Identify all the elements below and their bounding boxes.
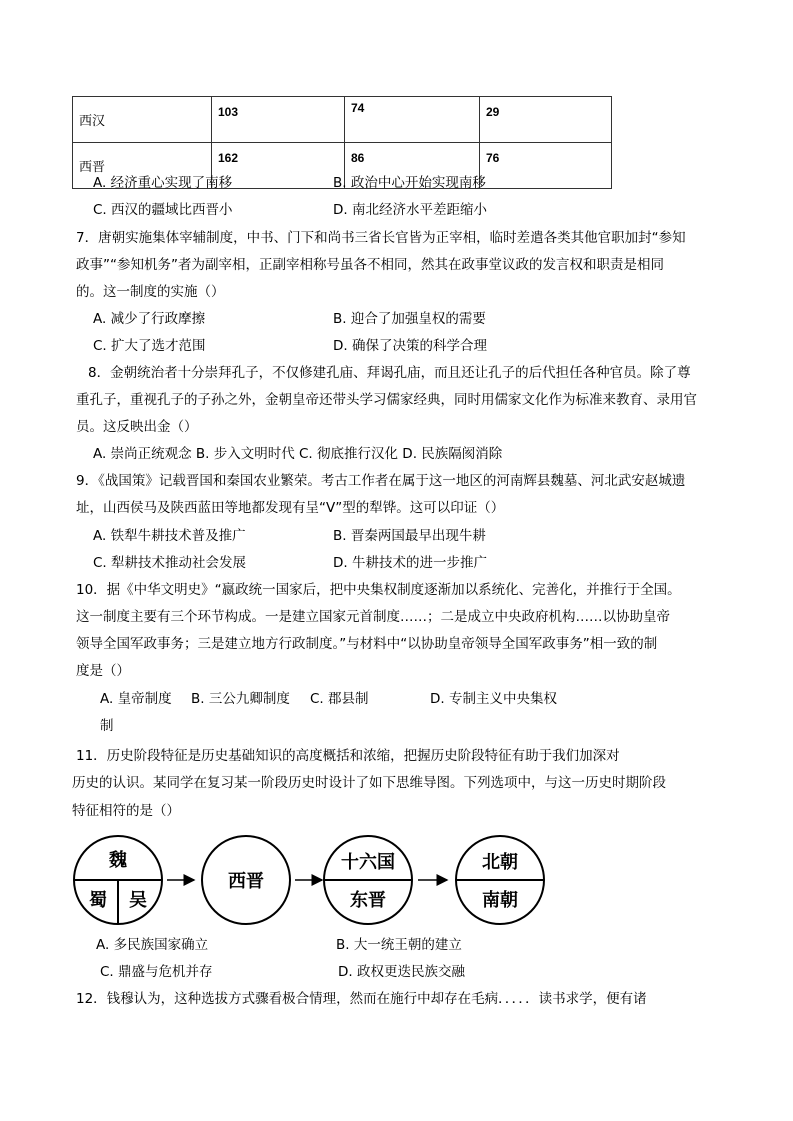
q6-option-b: B. 政治中心开始实现南移: [333, 175, 486, 191]
circle-northern-southern: [456, 836, 544, 924]
q11-stem-line: 11．历史阶段特征是历史基础知识的高度概括和浓缩，把握历史阶段特征有助于我们加深对: [76, 748, 620, 764]
q10-stem-line: 10．据《中华文明史》“嬴政统一国家后，把中央集权制度逐渐加以系统化、完善化，并推行于全国。: [76, 582, 681, 598]
c3-top-text: 十六国: [341, 852, 395, 873]
q9-stem-line: 9．《战国策》记载晋国和秦国农业繁荣。考古工作者在属于这一地区的河南辉县魏墓、河北武安赵城遗: [76, 473, 686, 489]
table-cell: 29: [480, 97, 612, 143]
q11-option-b: B. 大一统王朝的建立: [336, 937, 462, 953]
q8-stem-line: 员。这反映出金（）: [76, 419, 198, 435]
q10-option-c: C. 郡县制: [310, 691, 369, 707]
q12-stem-line: 12．钱穆认为，这种选拔方式骤看极合情理，然而在施行中却存在毛病．．．．．读书求学，便有诸: [76, 991, 647, 1007]
q11-option-c: C. 鼎盛与危机并存: [100, 964, 213, 980]
circle-sixteen-kingdoms: [324, 836, 412, 924]
q7-stem-line: 的。这一制度的实施（）: [76, 284, 225, 300]
q11-stem-line: 特征相符的是（）: [72, 803, 180, 819]
circle-three-kingdoms: [74, 836, 162, 924]
table-cell: 西汉: [73, 97, 212, 143]
c3-bottom-text: 东晋: [350, 890, 386, 911]
table-row: [73, 97, 612, 143]
q10-stem-line: 度是（）: [76, 663, 130, 679]
table-cell: 西晋: [73, 143, 212, 189]
q7-stem-line: 政事”“参知机务”者为副宰相，正副宰相称号虽各不相同，然其在政事堂议政的发言权和职责是相同: [76, 257, 664, 273]
q9-option-c: C. 犁耕技术推动社会发展: [93, 555, 247, 571]
q10-stem-line: 这一制度主要有三个环节构成。一是建立国家元首制度……；二是成立中央政府机构……以协助皇帝: [76, 609, 670, 625]
q11-option-d: D. 政权更迭民族交融: [338, 964, 465, 980]
q8-stem-line: 8．金朝统治者十分崇拜孔子，不仅修建孔庙、拜谒孔庙，而且还让孔子的后代担任各种官员。除了尊: [88, 365, 691, 381]
table-cell: 162: [212, 143, 345, 189]
c4-top-text: 北朝: [482, 852, 518, 873]
mind-map-diagram: [72, 834, 552, 926]
table-cell: 74: [345, 97, 480, 143]
q9-option-d: D. 牛耕技术的进一步推广: [333, 555, 487, 571]
c1-top-text: 魏: [109, 850, 127, 871]
table-cell: 76: [480, 143, 612, 189]
table-cell: 86: [345, 143, 480, 189]
table-cell: 103: [212, 97, 345, 143]
c2-text: 西晋: [228, 871, 264, 892]
q6-option-c: C. 西汉的疆域比西晋小: [93, 202, 233, 218]
c1-right-text: 吴: [129, 890, 147, 911]
c1-left-text: 蜀: [89, 890, 107, 911]
q7-stem-line: 7．唐朝实施集体宰辅制度，中书、门下和尚书三省长官皆为正宰相，临时差遣各类其他官职加封“参知: [76, 230, 686, 246]
c4-bottom-text: 南朝: [482, 890, 518, 911]
q9-option-a: A. 铁犁牛耕技术普及推广: [93, 528, 246, 544]
q7-option-b: B. 迎合了加强皇权的需要: [333, 311, 486, 327]
circle-western-jin: [202, 836, 290, 924]
q6-option-d: D. 南北经济水平差距缩小: [333, 202, 487, 218]
q8-options: A. 崇尚正统观念 B. 步入文明时代 C. 彻底推行汉化 D. 民族隔阂消除: [93, 446, 503, 462]
q11-stem-line: 历史的认识。某同学在复习某一阶段历史时设计了如下思维导图。下列选项中，与这一历史时期阶段: [72, 775, 666, 791]
q7-option-d: D. 确保了决策的科学合理: [333, 338, 487, 354]
q10-option-a: A. 皇帝制度: [100, 691, 172, 707]
q10-option-d: D. 专制主义中央集权: [430, 691, 557, 707]
q10-option-b: B. 三公九卿制度: [191, 691, 290, 707]
q6-option-a: A. 经济重心实现了南移: [93, 175, 233, 191]
q9-option-b: B. 晋秦两国最早出现牛耕: [333, 528, 486, 544]
q8-stem-line: 重孔子，重视孔子的子孙之外，金朝皇帝还带头学习儒家经典，同时用儒家文化作为标准来教育、录用官: [76, 392, 697, 408]
q7-option-c: C. 扩大了选才范围: [93, 338, 206, 354]
q10-option-d-wrap: 制: [100, 718, 114, 734]
q9-stem-line: 址，山西侯马及陕西蓝田等地都发现有呈“V”型的犁铧。这可以印证（）: [76, 500, 505, 516]
q11-option-a: A. 多民族国家确立: [96, 937, 209, 953]
q10-stem-line: 领导全国军政事务；三是建立地方行政制度。”与材料中“以协助皇帝领导全国军政事务”相一致的制: [76, 636, 658, 652]
q7-option-a: A. 减少了行政摩擦: [93, 311, 206, 327]
